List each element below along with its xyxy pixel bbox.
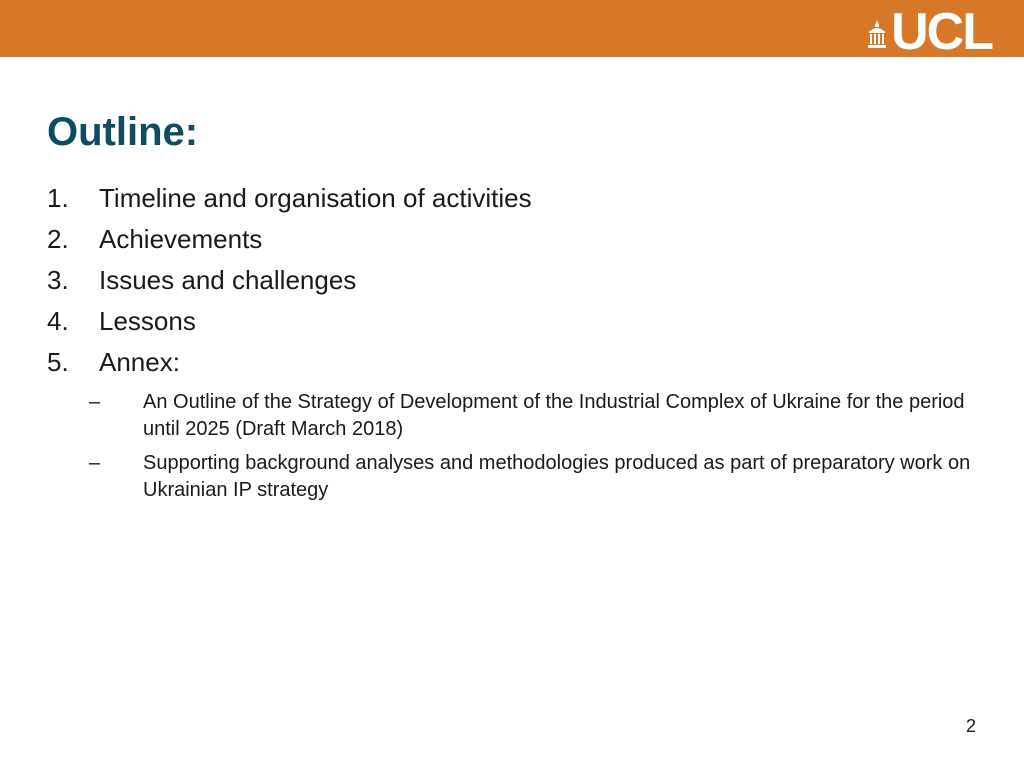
sub-item-text: Supporting background analyses and methodologies produced as part of preparatory work on Ukrainian IP strategy bbox=[143, 452, 971, 501]
page-number: 2 bbox=[965, 716, 976, 736]
item-number: 1. bbox=[47, 183, 69, 213]
item-number: 5. bbox=[47, 347, 69, 377]
outline-item bbox=[47, 260, 987, 301]
annex-subitems bbox=[47, 389, 987, 504]
ucl-logo bbox=[867, 3, 992, 61]
item-number: 4. bbox=[47, 306, 69, 336]
item-label: Achievements bbox=[99, 224, 263, 254]
slide-title: Outline: bbox=[47, 110, 199, 154]
item-label: Annex: bbox=[99, 347, 180, 377]
dash-bullet: – bbox=[89, 391, 101, 413]
sub-item bbox=[47, 389, 987, 443]
outline-item bbox=[47, 178, 987, 219]
sub-item-text: An Outline of the Strategy of Development of the Industrial Complex of Ukraine for the period until 2025 (Draft March 2018) bbox=[143, 391, 965, 440]
outline-item bbox=[47, 219, 987, 260]
outline-item bbox=[47, 342, 987, 383]
item-label: Issues and challenges bbox=[99, 265, 357, 295]
sub-list bbox=[47, 389, 987, 504]
item-number: 2. bbox=[47, 224, 69, 254]
item-label: Lessons bbox=[99, 306, 196, 336]
logo-text: UCL bbox=[891, 3, 992, 61]
portico-icon bbox=[867, 20, 887, 48]
sub-item bbox=[47, 450, 987, 504]
outline-list bbox=[47, 178, 987, 511]
item-label: Timeline and organisation of activities bbox=[99, 183, 532, 213]
outline-item bbox=[47, 301, 987, 342]
header-bar bbox=[0, 0, 1024, 61]
item-number: 3. bbox=[47, 265, 69, 295]
dash-bullet: – bbox=[89, 452, 101, 474]
